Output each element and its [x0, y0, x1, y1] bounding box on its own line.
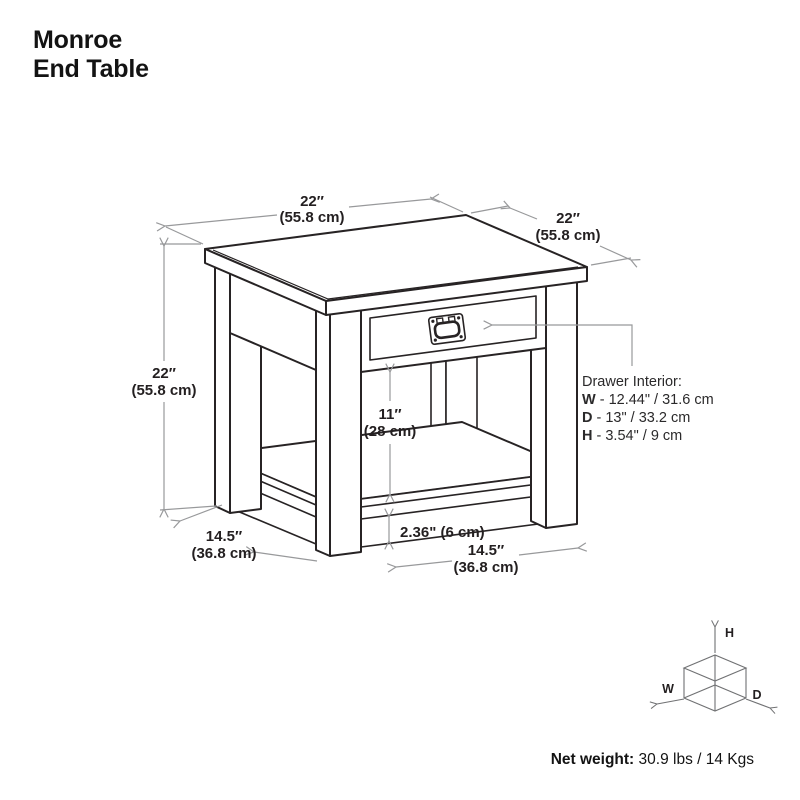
dimension-cube-icon — [657, 626, 770, 711]
net-weight — [551, 751, 755, 768]
dim-span-side-cm: (36.8 cm) — [191, 545, 257, 562]
dim-top-depth-in: 22″ — [556, 210, 580, 227]
dim-top-width-cm: (55.8 cm) — [279, 209, 345, 226]
dim-span-front-cm: (36.8 cm) — [453, 559, 519, 576]
drawer-interior-width: W - 12.44" / 31.6 cm — [582, 392, 714, 408]
dim-height-in: 22″ — [152, 365, 176, 382]
drawer-interior-heading: Drawer Interior: — [582, 374, 682, 390]
dim-span-front-in: 14.5″ — [467, 542, 505, 559]
dimension-span-front — [396, 542, 578, 576]
net-weight-value: 30.9 lbs / 14 Kgs — [634, 751, 754, 768]
dim-shelf-clearance-in: 11″ — [378, 406, 402, 423]
cube-width-arrow — [657, 699, 684, 704]
drawer-interior-depth: D - 13" / 33.2 cm — [582, 410, 691, 426]
net-weight-label: Net weight: — [550, 751, 635, 768]
table-drawing — [205, 215, 587, 556]
dim-rail-height-label: 2.36" (6 cm) — [400, 524, 485, 541]
dimension-height — [131, 244, 216, 510]
product-title-line1: Monroe — [33, 26, 123, 54]
dim-top-depth-cm: (55.8 cm) — [535, 227, 601, 244]
product-title-line2: End Table — [33, 55, 149, 83]
drawer-interior-height: H - 3.54" / 9 cm — [582, 428, 683, 444]
dim-shelf-clearance-cm: (28 cm) — [363, 423, 417, 440]
drawer-handle-icon — [428, 313, 465, 344]
cube-height-label: H — [725, 626, 735, 640]
dim-top-width-in: 22″ — [300, 193, 324, 210]
cube-depth-label: D — [752, 688, 762, 702]
cube-width-label: W — [662, 682, 674, 696]
dim-height-cm: (55.8 cm) — [131, 382, 197, 399]
table-front-leg — [316, 307, 361, 556]
dim-span-side-in: 14.5″ — [205, 528, 243, 545]
